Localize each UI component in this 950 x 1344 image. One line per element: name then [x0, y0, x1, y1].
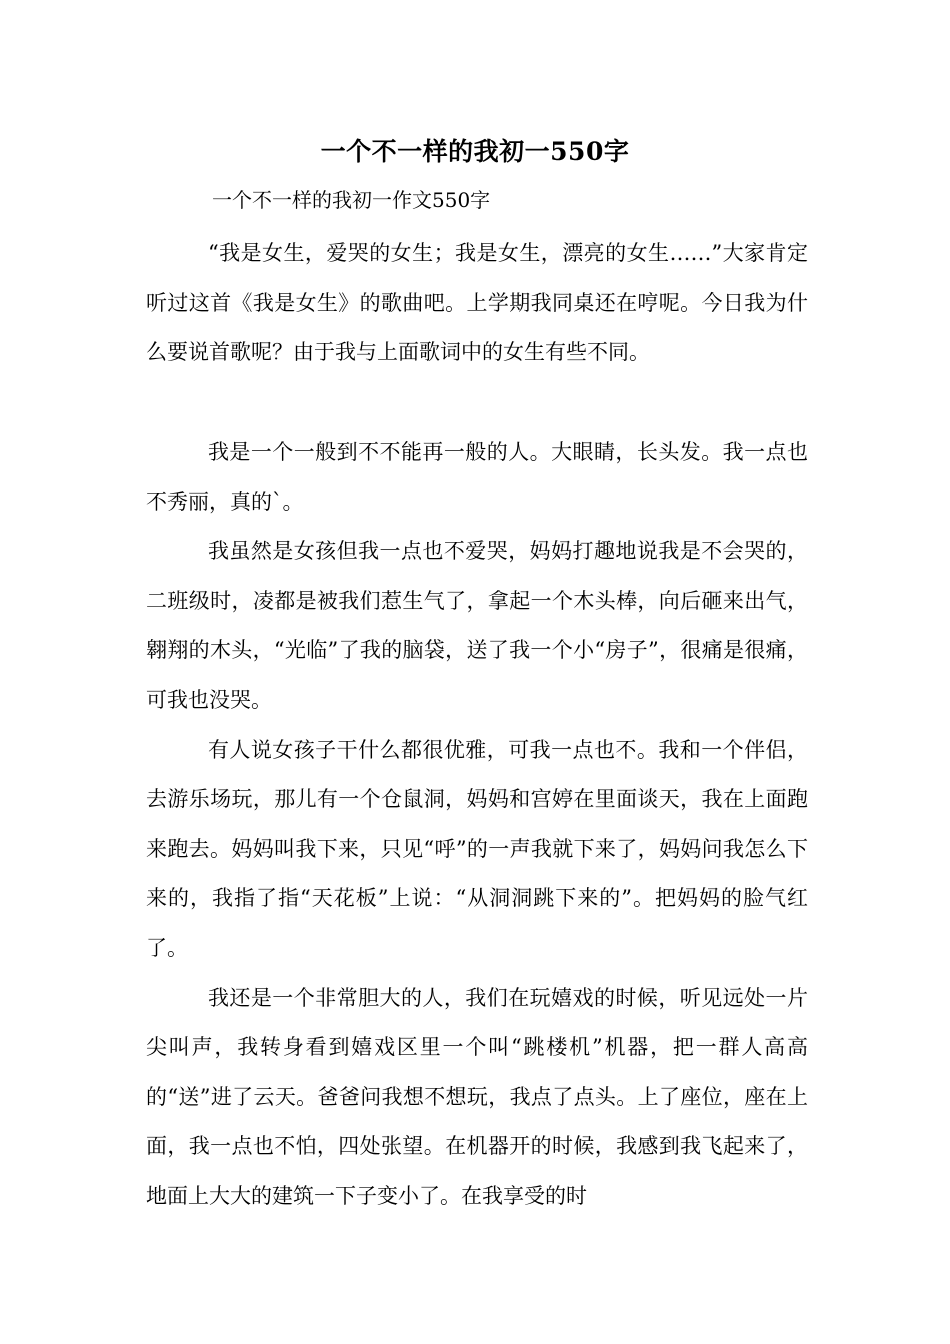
document-title: 一个不一样的我初一550字	[320, 137, 630, 166]
paragraph-4: 有人说女孩子干什么都很优雅，可我一点也不。我和一个伴侣，去游乐场玩，那儿有一个仓鼠洞，妈妈和宫婷在里面谈天，我在上面跑来跑去。妈妈叫我下来，只见“呼”的一声我就下来了，妈妈问我怎么下来的，我指了指“天花板”上说：“从洞洞跳下来的”。把妈妈的脸气红了。	[146, 737, 808, 960]
paragraph-1: “我是女生，爱哭的女生；我是女生，漂亮的女生……”大家肯定听过这首《我是女生》的歌曲吧。上学期我同桌还在哼呢。今日我为什么要说首歌呢？由于我与上面歌词中的女生有些不同。	[146, 241, 808, 365]
paragraph-3: 我虽然是女孩但我一点也不爱哭，妈妈打趣地说我是不会哭的，二班级时，凌都是被我们惹生气了，拿起一个木头棒，向后砸来出气，翱翔的木头，“光临”了我的脑袋，送了我一个小“房子”，很痛是很痛，可我也没哭。	[146, 539, 808, 712]
intro-block	[146, 229, 808, 378]
document-subtitle: 一个不一样的我初一作文550字	[212, 188, 491, 212]
body-block	[146, 428, 808, 1222]
paragraph-2: 我是一个一般到不不能再一般的人。大眼睛，长头发。我一点也不秀丽，真的`。	[146, 440, 808, 514]
paragraph-5: 我还是一个非常胆大的人，我们在玩嬉戏的时候，听见远处一片尖叫声，我转身看到嬉戏区里一个叫“跳楼机”机器，把一群人高高的“送”进了云天。爸爸问我想不想玩，我点了点头。上了座位，座在上面，我一点也不怕，四处张望。在机器开的时候，我感到我飞起来了，地面上大大的建筑一下子变小了。在我享受的时	[146, 985, 808, 1208]
